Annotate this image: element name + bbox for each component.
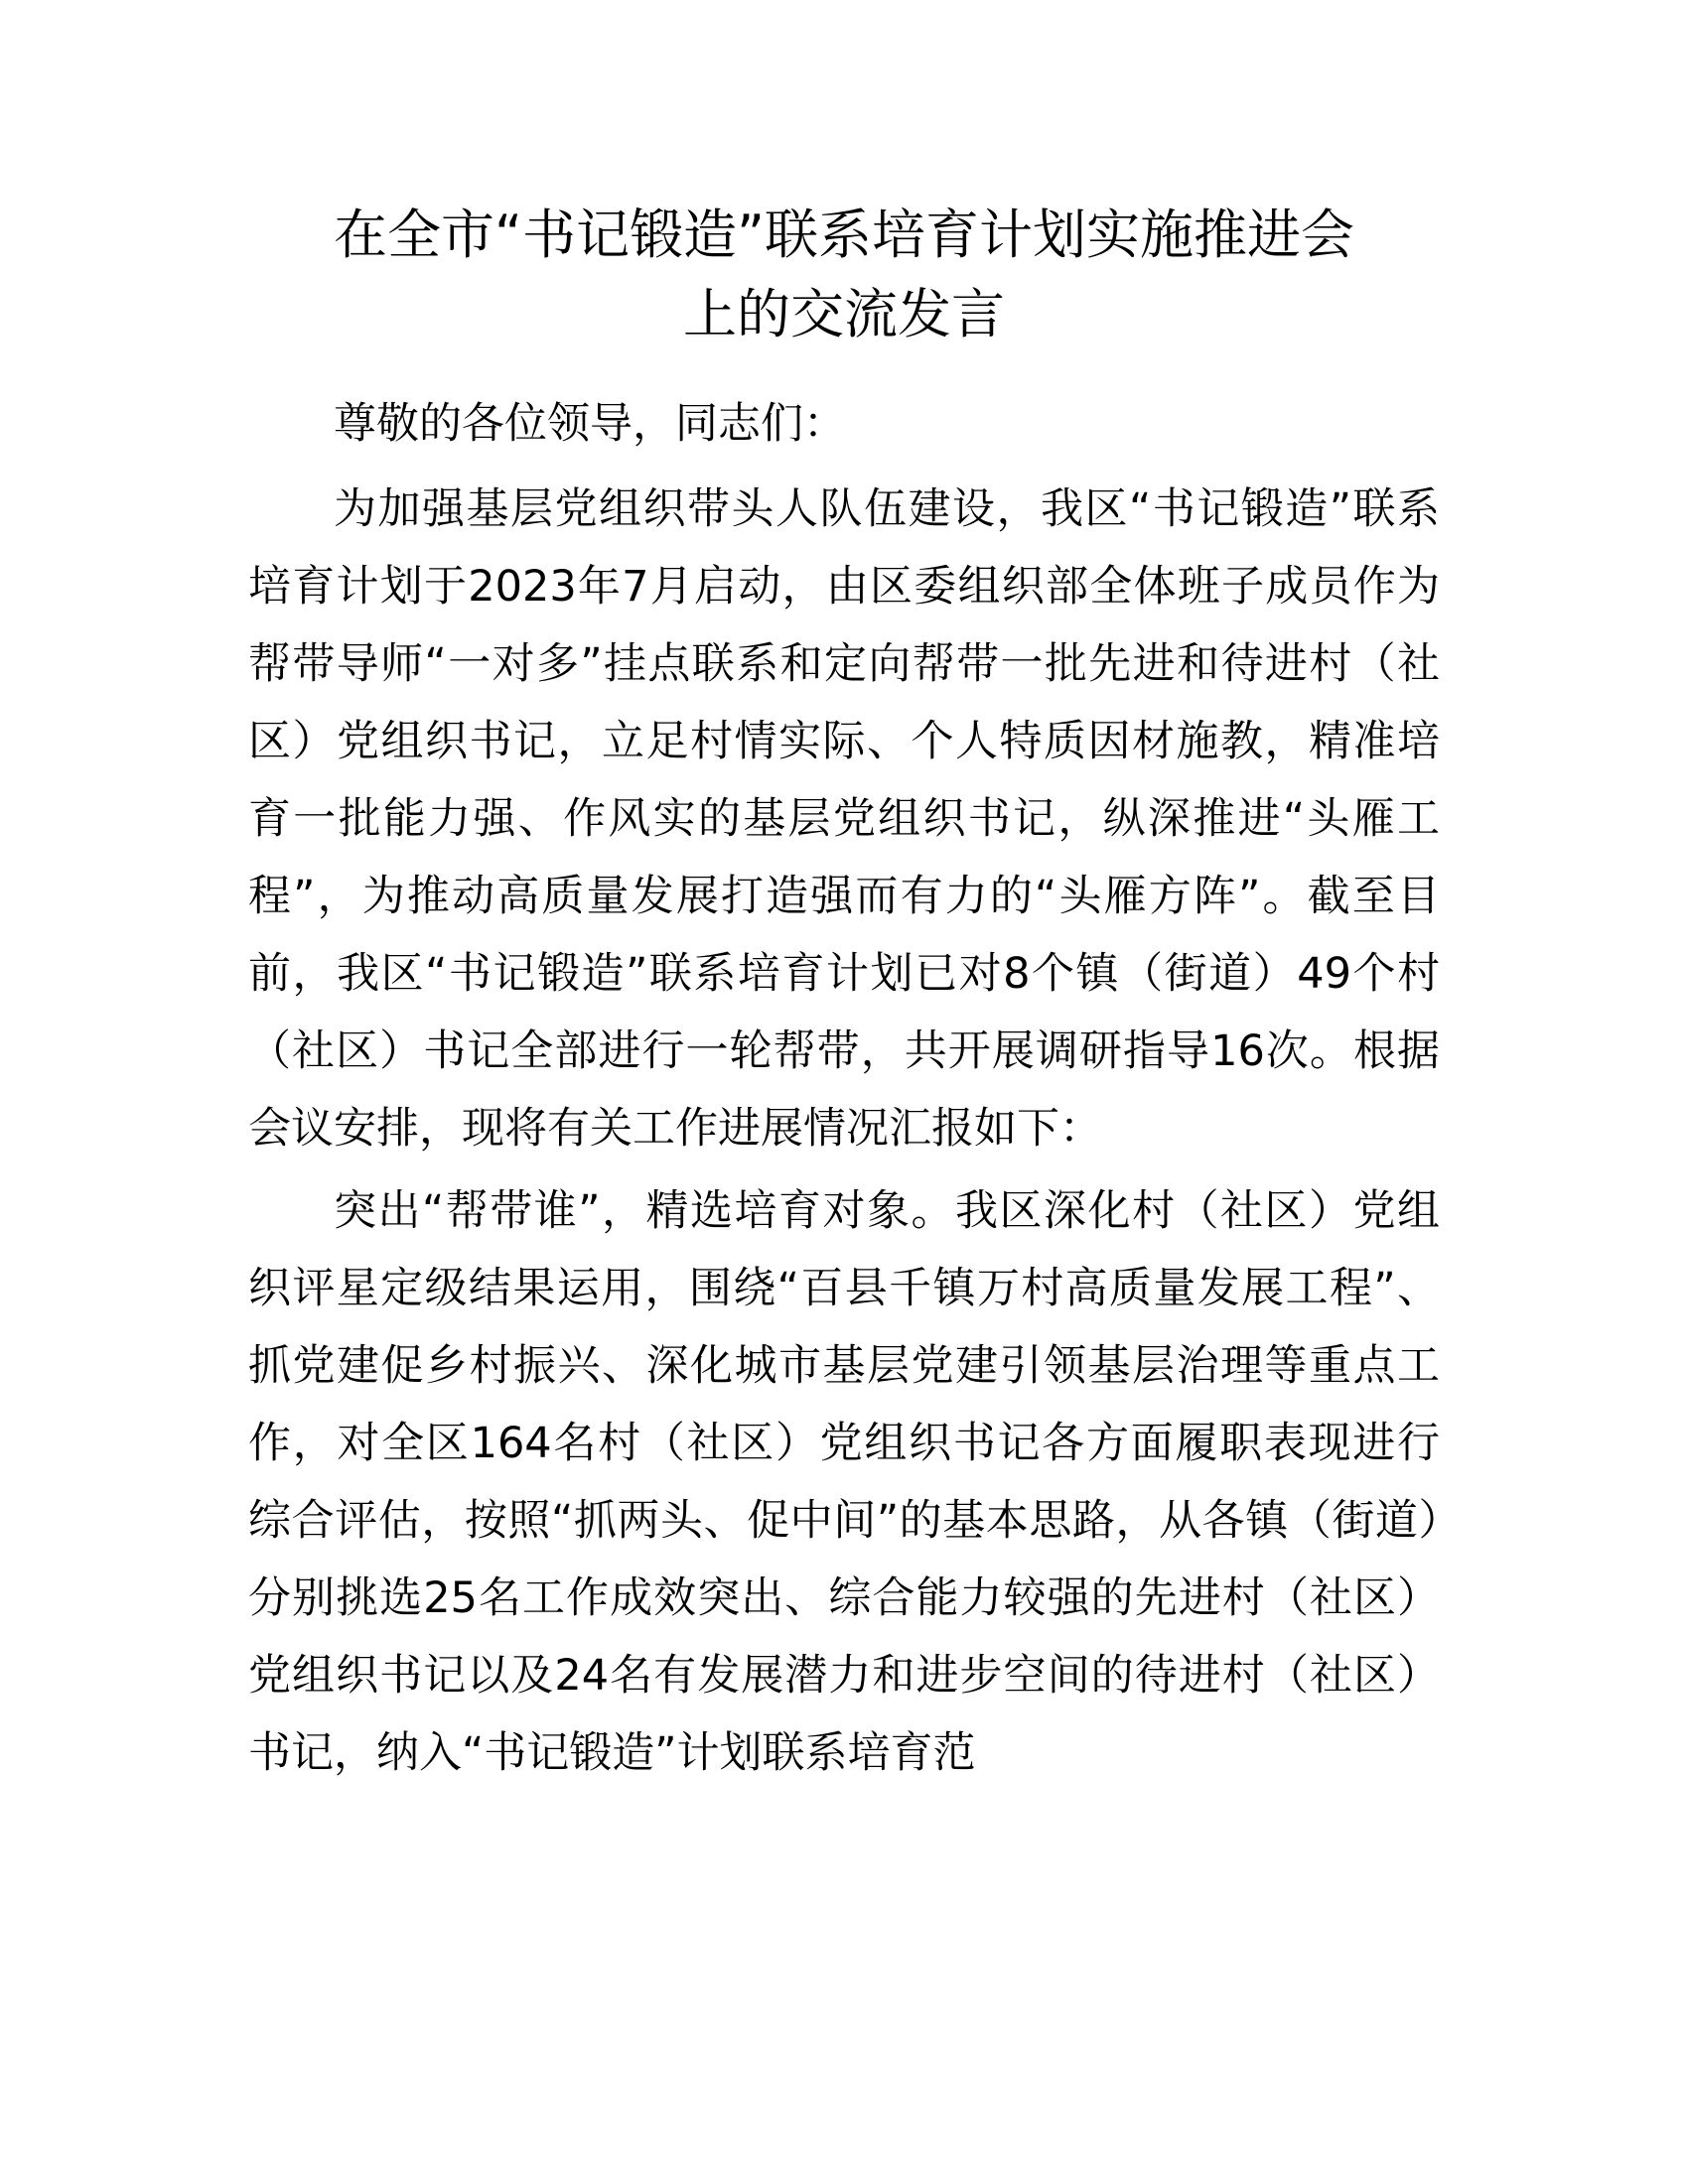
paragraph-selection: 突出“帮带谁”，精选培育对象。我区深化村（社区）党组织评星定级结果运用，围绕“百县千镇万村高质量发展工程”、抓党建促乡村振兴、深化城市基层党建引领基层治理等重点工作，对全区164名村（社区）党组织书记各方面履职表现进行综合评估，按照“抓两头、促中间”的基本思路，从各镇（街道）分别挑选25名工作成效突出、综合能力较强的先进村（社区）党组织书记以及24名有发展潜力和进步空间的待进村（社区）书记，纳入“书记锻造”计划联系培育范	[248, 1186, 1440, 1778]
document-body	[248, 385, 1440, 1792]
document-title	[248, 196, 1440, 354]
greeting: 尊敬的各位领导，同志们：	[334, 399, 846, 449]
title-line-2: 上的交流发言	[683, 283, 1005, 345]
paragraph-intro: 为加强基层党组织带头人队伍建设，我区“书记锻造”联系培育计划于2023年7月启动，由区委组织部全体班子成员作为帮带导师“一对多”挂点联系和定向帮带一批先进和待进村（社区）党组织书记，立足村情实际、个人特质因材施教，精准培育一批能力强、作风实的基层党组织书记，纵深推进“头雁工程”，为推动高质量发展打造强而有力的“头雁方阵”。截至目前，我区“书记锻造”联系培育计划已对8个镇（街道）49个村（社区）书记全部进行一轮帮带，共开展调研指导16次。根据会议安排，现将有关工作进展情况汇报如下：	[248, 484, 1440, 1154]
title-line-1: 在全市“书记锻造”联系培育计划实施推进会	[334, 204, 1354, 266]
